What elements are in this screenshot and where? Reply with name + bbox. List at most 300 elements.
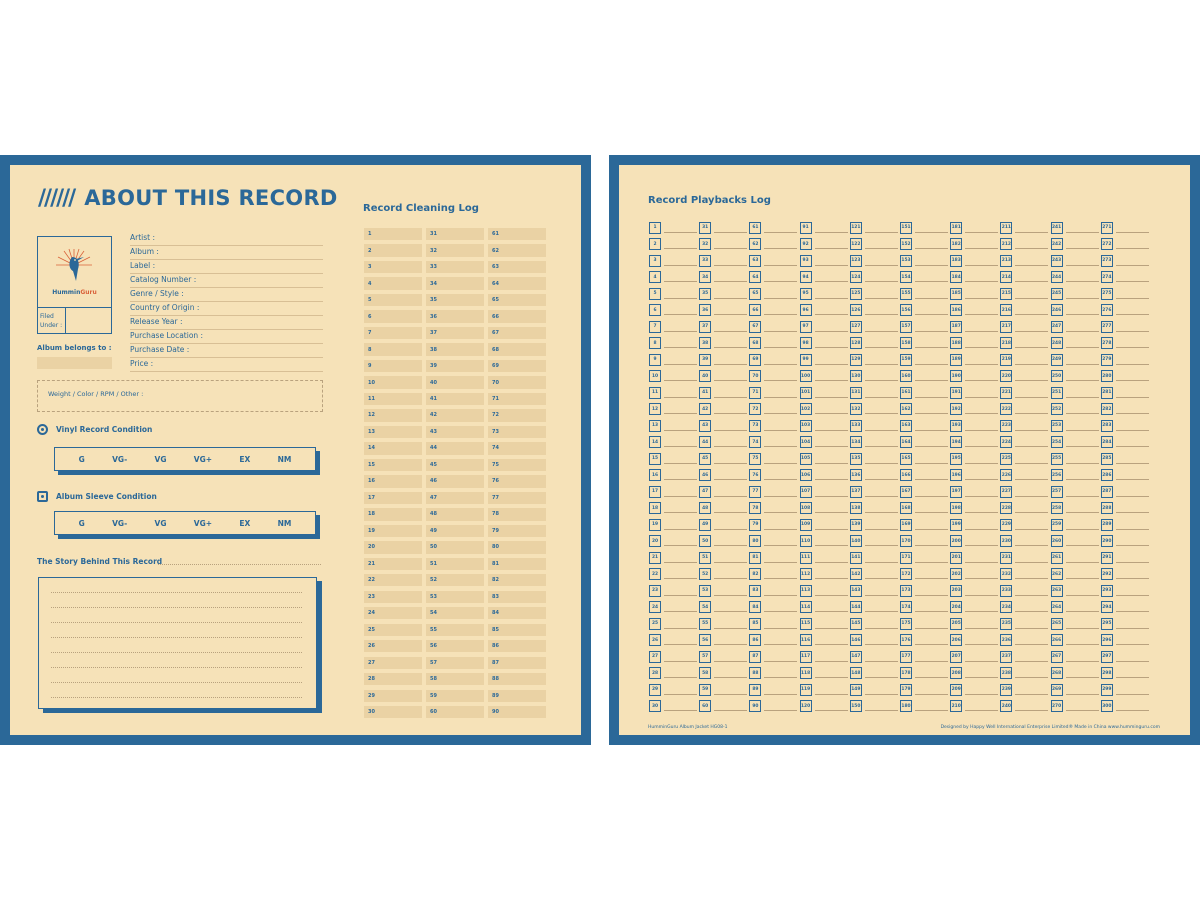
playback-log-entry[interactable]: 82	[749, 568, 797, 581]
cleaning-log-entry[interactable]: 77	[488, 492, 546, 504]
playback-log-entry[interactable]: 205	[950, 617, 998, 630]
cleaning-log-entry[interactable]: 36	[426, 310, 484, 322]
playback-log-entry[interactable]: 300	[1101, 700, 1149, 713]
cleaning-log-entry[interactable]: 39	[426, 360, 484, 372]
playback-log-entry[interactable]: 162	[900, 403, 948, 416]
cleaning-log-entry[interactable]: 2	[364, 244, 422, 256]
playback-log-entry[interactable]: 208	[950, 667, 998, 680]
playback-log-entry[interactable]: 61	[749, 221, 797, 234]
playback-log-entry[interactable]: 225	[1000, 452, 1048, 465]
record-field[interactable]: Album :	[130, 246, 323, 260]
cleaning-log-entry[interactable]: 17	[364, 492, 422, 504]
playback-log-entry[interactable]: 270	[1051, 700, 1099, 713]
playback-log-entry[interactable]: 238	[1000, 667, 1048, 680]
playback-log-entry[interactable]: 80	[749, 535, 797, 548]
playback-log-entry[interactable]: 11	[649, 386, 697, 399]
playback-log-entry[interactable]: 98	[800, 337, 848, 350]
playback-log-entry[interactable]: 69	[749, 353, 797, 366]
cleaning-log-entry[interactable]: 62	[488, 244, 546, 256]
playback-log-entry[interactable]: 223	[1000, 419, 1048, 432]
playback-log-entry[interactable]: 169	[900, 518, 948, 531]
playback-log-entry[interactable]: 152	[900, 238, 948, 251]
playback-log-entry[interactable]: 289	[1101, 518, 1149, 531]
playback-log-entry[interactable]: 298	[1101, 667, 1149, 680]
playback-log-entry[interactable]: 282	[1101, 403, 1149, 416]
playback-log-entry[interactable]: 172	[900, 568, 948, 581]
playback-log-entry[interactable]: 247	[1051, 320, 1099, 333]
playback-log-entry[interactable]: 129	[850, 353, 898, 366]
playback-log-entry[interactable]: 146	[850, 634, 898, 647]
grade-option[interactable]: EX	[239, 454, 251, 464]
playback-log-entry[interactable]: 195	[950, 452, 998, 465]
cleaning-log-entry[interactable]: 72	[488, 409, 546, 421]
playback-log-entry[interactable]: 65	[749, 287, 797, 300]
playback-log-entry[interactable]: 16	[649, 469, 697, 482]
playback-log-entry[interactable]: 24	[649, 601, 697, 614]
playback-log-entry[interactable]: 37	[699, 320, 747, 333]
cleaning-log-entry[interactable]: 37	[426, 327, 484, 339]
cleaning-log-entry[interactable]: 88	[488, 673, 546, 685]
playback-log-entry[interactable]: 75	[749, 452, 797, 465]
playback-log-entry[interactable]: 133	[850, 419, 898, 432]
playback-log-entry[interactable]: 179	[900, 683, 948, 696]
record-field[interactable]: Label :	[130, 260, 323, 274]
playback-log-entry[interactable]: 228	[1000, 502, 1048, 515]
playback-log-entry[interactable]: 174	[900, 601, 948, 614]
playback-log-entry[interactable]: 154	[900, 271, 948, 284]
playback-log-entry[interactable]: 143	[850, 584, 898, 597]
playback-log-entry[interactable]: 53	[699, 584, 747, 597]
playback-log-entry[interactable]: 76	[749, 469, 797, 482]
playback-log-entry[interactable]: 116	[800, 634, 848, 647]
playback-log-entry[interactable]: 70	[749, 370, 797, 383]
cleaning-log-entry[interactable]: 75	[488, 459, 546, 471]
playback-log-entry[interactable]: 96	[800, 304, 848, 317]
playback-log-entry[interactable]: 97	[800, 320, 848, 333]
playback-log-entry[interactable]: 126	[850, 304, 898, 317]
cleaning-log-entry[interactable]: 80	[488, 541, 546, 553]
playback-log-entry[interactable]: 256	[1051, 469, 1099, 482]
playback-log-entry[interactable]: 92	[800, 238, 848, 251]
cleaning-log-entry[interactable]: 67	[488, 327, 546, 339]
playback-log-entry[interactable]: 91	[800, 221, 848, 234]
playback-log-entry[interactable]: 290	[1101, 535, 1149, 548]
playback-log-entry[interactable]: 106	[800, 469, 848, 482]
playback-log-entry[interactable]: 226	[1000, 469, 1048, 482]
cleaning-log-entry[interactable]: 87	[488, 657, 546, 669]
playback-log-entry[interactable]: 183	[950, 254, 998, 267]
playback-log-entry[interactable]: 221	[1000, 386, 1048, 399]
playback-log-entry[interactable]: 182	[950, 238, 998, 251]
playback-log-entry[interactable]: 18	[649, 502, 697, 515]
playback-log-entry[interactable]: 20	[649, 535, 697, 548]
playback-log-entry[interactable]: 138	[850, 502, 898, 515]
cleaning-log-entry[interactable]: 60	[426, 706, 484, 718]
cleaning-log-entry[interactable]: 16	[364, 475, 422, 487]
playback-log-entry[interactable]: 233	[1000, 584, 1048, 597]
playback-log-entry[interactable]: 235	[1000, 617, 1048, 630]
cleaning-log-entry[interactable]: 30	[364, 706, 422, 718]
playback-log-entry[interactable]: 103	[800, 419, 848, 432]
playback-log-entry[interactable]: 187	[950, 320, 998, 333]
playback-log-entry[interactable]: 173	[900, 584, 948, 597]
playback-log-entry[interactable]: 52	[699, 568, 747, 581]
playback-log-entry[interactable]: 299	[1101, 683, 1149, 696]
playback-log-entry[interactable]: 30	[649, 700, 697, 713]
playback-log-entry[interactable]: 55	[699, 617, 747, 630]
playback-log-entry[interactable]: 285	[1101, 452, 1149, 465]
playback-log-entry[interactable]: 1	[649, 221, 697, 234]
record-field[interactable]: Release Year :	[130, 316, 323, 330]
playback-log-entry[interactable]: 161	[900, 386, 948, 399]
cleaning-log-entry[interactable]: 14	[364, 442, 422, 454]
playback-log-entry[interactable]: 39	[699, 353, 747, 366]
playback-log-entry[interactable]: 47	[699, 485, 747, 498]
grade-option[interactable]: VG-	[112, 454, 128, 464]
cleaning-log-entry[interactable]: 51	[426, 558, 484, 570]
playback-log-entry[interactable]: 241	[1051, 221, 1099, 234]
playback-log-entry[interactable]: 165	[900, 452, 948, 465]
record-field[interactable]: Country of Origin :	[130, 302, 323, 316]
playback-log-entry[interactable]: 239	[1000, 683, 1048, 696]
playback-log-entry[interactable]: 46	[699, 469, 747, 482]
playback-log-entry[interactable]: 120	[800, 700, 848, 713]
playback-log-entry[interactable]: 118	[800, 667, 848, 680]
cleaning-log-entry[interactable]: 55	[426, 624, 484, 636]
cleaning-log-entry[interactable]: 5	[364, 294, 422, 306]
playback-log-entry[interactable]: 246	[1051, 304, 1099, 317]
playback-log-entry[interactable]: 251	[1051, 386, 1099, 399]
playback-log-entry[interactable]: 234	[1000, 601, 1048, 614]
playback-log-entry[interactable]: 137	[850, 485, 898, 498]
playback-log-entry[interactable]: 280	[1101, 370, 1149, 383]
cleaning-log-entry[interactable]: 56	[426, 640, 484, 652]
playback-log-entry[interactable]: 28	[649, 667, 697, 680]
record-field[interactable]: Purchase Location :	[130, 330, 323, 344]
playback-log-entry[interactable]: 178	[900, 667, 948, 680]
playback-log-entry[interactable]: 131	[850, 386, 898, 399]
playback-log-entry[interactable]: 81	[749, 551, 797, 564]
playback-log-entry[interactable]: 94	[800, 271, 848, 284]
playback-log-entry[interactable]: 164	[900, 436, 948, 449]
playback-log-entry[interactable]: 63	[749, 254, 797, 267]
playback-log-entry[interactable]: 139	[850, 518, 898, 531]
cleaning-log-entry[interactable]: 29	[364, 690, 422, 702]
playback-log-entry[interactable]: 110	[800, 535, 848, 548]
playback-log-entry[interactable]: 217	[1000, 320, 1048, 333]
grade-option[interactable]: G	[78, 518, 85, 528]
cleaning-log-entry[interactable]: 18	[364, 508, 422, 520]
playback-log-entry[interactable]: 292	[1101, 568, 1149, 581]
playback-log-entry[interactable]: 148	[850, 667, 898, 680]
playback-log-entry[interactable]: 85	[749, 617, 797, 630]
cleaning-log-entry[interactable]: 20	[364, 541, 422, 553]
playback-log-entry[interactable]: 40	[699, 370, 747, 383]
playback-log-entry[interactable]: 277	[1101, 320, 1149, 333]
playback-log-entry[interactable]: 100	[800, 370, 848, 383]
cleaning-log-entry[interactable]: 42	[426, 409, 484, 421]
playback-log-entry[interactable]: 185	[950, 287, 998, 300]
playback-log-entry[interactable]: 36	[699, 304, 747, 317]
cleaning-log-entry[interactable]: 12	[364, 409, 422, 421]
playback-log-entry[interactable]: 136	[850, 469, 898, 482]
playback-log-entry[interactable]: 194	[950, 436, 998, 449]
grade-option[interactable]: VG-	[112, 518, 128, 528]
playback-log-entry[interactable]: 180	[900, 700, 948, 713]
cleaning-log-entry[interactable]: 66	[488, 310, 546, 322]
playback-log-entry[interactable]: 54	[699, 601, 747, 614]
cleaning-log-entry[interactable]: 53	[426, 591, 484, 603]
cleaning-log-entry[interactable]: 71	[488, 393, 546, 405]
cleaning-log-entry[interactable]: 73	[488, 426, 546, 438]
record-field[interactable]: Price :	[130, 358, 323, 372]
playback-log-entry[interactable]: 124	[850, 271, 898, 284]
record-field[interactable]: Artist :	[130, 232, 323, 246]
playback-log-entry[interactable]: 210	[950, 700, 998, 713]
playback-log-entry[interactable]: 14	[649, 436, 697, 449]
playback-log-entry[interactable]: 149	[850, 683, 898, 696]
playback-log-entry[interactable]: 79	[749, 518, 797, 531]
playback-log-entry[interactable]: 125	[850, 287, 898, 300]
cleaning-log-entry[interactable]: 52	[426, 574, 484, 586]
playback-log-entry[interactable]: 66	[749, 304, 797, 317]
cleaning-log-entry[interactable]: 6	[364, 310, 422, 322]
cleaning-log-entry[interactable]: 34	[426, 277, 484, 289]
cleaning-log-entry[interactable]: 58	[426, 673, 484, 685]
playback-log-entry[interactable]: 155	[900, 287, 948, 300]
playback-log-entry[interactable]: 109	[800, 518, 848, 531]
playback-log-entry[interactable]: 5	[649, 287, 697, 300]
playback-log-entry[interactable]: 193	[950, 419, 998, 432]
playback-log-entry[interactable]: 278	[1101, 337, 1149, 350]
playback-log-entry[interactable]: 17	[649, 485, 697, 498]
playback-log-entry[interactable]: 144	[850, 601, 898, 614]
playback-log-entry[interactable]: 112	[800, 568, 848, 581]
playback-log-entry[interactable]: 25	[649, 617, 697, 630]
playback-log-entry[interactable]: 44	[699, 436, 747, 449]
playback-log-entry[interactable]: 166	[900, 469, 948, 482]
playback-log-entry[interactable]: 135	[850, 452, 898, 465]
playback-log-entry[interactable]: 78	[749, 502, 797, 515]
cleaning-log-entry[interactable]: 24	[364, 607, 422, 619]
playback-log-entry[interactable]: 128	[850, 337, 898, 350]
playback-log-entry[interactable]: 272	[1101, 238, 1149, 251]
playback-log-entry[interactable]: 261	[1051, 551, 1099, 564]
playback-log-entry[interactable]: 262	[1051, 568, 1099, 581]
playback-log-entry[interactable]: 216	[1000, 304, 1048, 317]
playback-log-entry[interactable]: 142	[850, 568, 898, 581]
playback-log-entry[interactable]: 67	[749, 320, 797, 333]
playback-log-entry[interactable]: 204	[950, 601, 998, 614]
playback-log-entry[interactable]: 269	[1051, 683, 1099, 696]
cleaning-log-entry[interactable]: 69	[488, 360, 546, 372]
playback-log-entry[interactable]: 34	[699, 271, 747, 284]
playback-log-entry[interactable]: 83	[749, 584, 797, 597]
cleaning-log-entry[interactable]: 47	[426, 492, 484, 504]
cleaning-log-entry[interactable]: 61	[488, 228, 546, 240]
cleaning-log-entry[interactable]: 38	[426, 343, 484, 355]
cleaning-log-entry[interactable]: 84	[488, 607, 546, 619]
cleaning-log-entry[interactable]: 4	[364, 277, 422, 289]
grade-option[interactable]: VG	[154, 454, 167, 464]
record-field[interactable]: Catalog Number :	[130, 274, 323, 288]
playback-log-entry[interactable]: 26	[649, 634, 697, 647]
cleaning-log-entry[interactable]: 21	[364, 558, 422, 570]
playback-log-entry[interactable]: 86	[749, 634, 797, 647]
playback-log-entry[interactable]: 191	[950, 386, 998, 399]
cleaning-log-entry[interactable]: 3	[364, 261, 422, 273]
playback-log-entry[interactable]: 6	[649, 304, 697, 317]
playback-log-entry[interactable]: 151	[900, 221, 948, 234]
cleaning-log-entry[interactable]: 46	[426, 475, 484, 487]
playback-log-entry[interactable]: 198	[950, 502, 998, 515]
playback-log-entry[interactable]: 49	[699, 518, 747, 531]
playback-log-entry[interactable]: 236	[1000, 634, 1048, 647]
playback-log-entry[interactable]: 254	[1051, 436, 1099, 449]
playback-log-entry[interactable]: 119	[800, 683, 848, 696]
playback-log-entry[interactable]: 252	[1051, 403, 1099, 416]
playback-log-entry[interactable]: 156	[900, 304, 948, 317]
playback-log-entry[interactable]: 297	[1101, 650, 1149, 663]
playback-log-entry[interactable]: 121	[850, 221, 898, 234]
playback-log-entry[interactable]: 196	[950, 469, 998, 482]
playback-log-entry[interactable]: 211	[1000, 221, 1048, 234]
playback-log-entry[interactable]: 15	[649, 452, 697, 465]
playback-log-entry[interactable]: 199	[950, 518, 998, 531]
playback-log-entry[interactable]: 123	[850, 254, 898, 267]
playback-log-entry[interactable]: 4	[649, 271, 697, 284]
playback-log-entry[interactable]: 35	[699, 287, 747, 300]
grade-option[interactable]: VG+	[193, 518, 213, 528]
record-field[interactable]: Purchase Date :	[130, 344, 323, 358]
playback-log-entry[interactable]: 248	[1051, 337, 1099, 350]
record-field[interactable]: Genre / Style :	[130, 288, 323, 302]
playback-log-entry[interactable]: 8	[649, 337, 697, 350]
playback-log-entry[interactable]: 150	[850, 700, 898, 713]
playback-log-entry[interactable]: 201	[950, 551, 998, 564]
playback-log-entry[interactable]: 249	[1051, 353, 1099, 366]
playback-log-entry[interactable]: 68	[749, 337, 797, 350]
cleaning-log-entry[interactable]: 83	[488, 591, 546, 603]
playback-log-entry[interactable]: 9	[649, 353, 697, 366]
playback-log-entry[interactable]: 3	[649, 254, 697, 267]
cleaning-log-entry[interactable]: 32	[426, 244, 484, 256]
playback-log-entry[interactable]: 60	[699, 700, 747, 713]
playback-log-entry[interactable]: 45	[699, 452, 747, 465]
playback-log-entry[interactable]: 293	[1101, 584, 1149, 597]
playback-log-entry[interactable]: 224	[1000, 436, 1048, 449]
cleaning-log-entry[interactable]: 57	[426, 657, 484, 669]
playback-log-entry[interactable]: 127	[850, 320, 898, 333]
playback-log-entry[interactable]: 218	[1000, 337, 1048, 350]
cleaning-log-entry[interactable]: 22	[364, 574, 422, 586]
playback-log-entry[interactable]: 243	[1051, 254, 1099, 267]
playback-log-entry[interactable]: 202	[950, 568, 998, 581]
playback-log-entry[interactable]: 27	[649, 650, 697, 663]
cleaning-log-entry[interactable]: 68	[488, 343, 546, 355]
playback-log-entry[interactable]: 145	[850, 617, 898, 630]
playback-log-entry[interactable]: 192	[950, 403, 998, 416]
cleaning-log-entry[interactable]: 28	[364, 673, 422, 685]
playback-log-entry[interactable]: 87	[749, 650, 797, 663]
weight-color-rpm-box[interactable]	[37, 380, 323, 412]
playback-log-entry[interactable]: 168	[900, 502, 948, 515]
cleaning-log-entry[interactable]: 64	[488, 277, 546, 289]
cleaning-log-entry[interactable]: 85	[488, 624, 546, 636]
playback-log-entry[interactable]: 283	[1101, 419, 1149, 432]
playback-log-entry[interactable]: 288	[1101, 502, 1149, 515]
playback-log-entry[interactable]: 244	[1051, 271, 1099, 284]
playback-log-entry[interactable]: 258	[1051, 502, 1099, 515]
playback-log-entry[interactable]: 19	[649, 518, 697, 531]
cleaning-log-entry[interactable]: 82	[488, 574, 546, 586]
cleaning-log-entry[interactable]: 33	[426, 261, 484, 273]
playback-log-entry[interactable]: 59	[699, 683, 747, 696]
playback-log-entry[interactable]: 23	[649, 584, 697, 597]
cleaning-log-entry[interactable]: 90	[488, 706, 546, 718]
cleaning-log-entry[interactable]: 81	[488, 558, 546, 570]
playback-log-entry[interactable]: 214	[1000, 271, 1048, 284]
grade-option[interactable]: G	[78, 454, 85, 464]
playback-log-entry[interactable]: 159	[900, 353, 948, 366]
playback-log-entry[interactable]: 62	[749, 238, 797, 251]
playback-log-entry[interactable]: 286	[1101, 469, 1149, 482]
playback-log-entry[interactable]: 213	[1000, 254, 1048, 267]
playback-log-entry[interactable]: 255	[1051, 452, 1099, 465]
playback-log-entry[interactable]: 279	[1101, 353, 1149, 366]
cleaning-log-entry[interactable]: 63	[488, 261, 546, 273]
playback-log-entry[interactable]: 230	[1000, 535, 1048, 548]
playback-log-entry[interactable]: 170	[900, 535, 948, 548]
playback-log-entry[interactable]: 268	[1051, 667, 1099, 680]
playback-log-entry[interactable]: 58	[699, 667, 747, 680]
playback-log-entry[interactable]: 274	[1101, 271, 1149, 284]
playback-log-entry[interactable]: 200	[950, 535, 998, 548]
playback-log-entry[interactable]: 291	[1101, 551, 1149, 564]
cleaning-log-entry[interactable]: 45	[426, 459, 484, 471]
playback-log-entry[interactable]: 51	[699, 551, 747, 564]
playback-log-entry[interactable]: 203	[950, 584, 998, 597]
playback-log-entry[interactable]: 259	[1051, 518, 1099, 531]
playback-log-entry[interactable]: 7	[649, 320, 697, 333]
playback-log-entry[interactable]: 102	[800, 403, 848, 416]
playback-log-entry[interactable]: 12	[649, 403, 697, 416]
cleaning-log-entry[interactable]: 44	[426, 442, 484, 454]
playback-log-entry[interactable]: 184	[950, 271, 998, 284]
playback-log-entry[interactable]: 88	[749, 667, 797, 680]
playback-log-entry[interactable]: 296	[1101, 634, 1149, 647]
playback-log-entry[interactable]: 64	[749, 271, 797, 284]
playback-log-entry[interactable]: 295	[1101, 617, 1149, 630]
playback-log-entry[interactable]: 153	[900, 254, 948, 267]
cleaning-log-entry[interactable]: 86	[488, 640, 546, 652]
playback-log-entry[interactable]: 250	[1051, 370, 1099, 383]
playback-log-entry[interactable]: 99	[800, 353, 848, 366]
playback-log-entry[interactable]: 264	[1051, 601, 1099, 614]
playback-log-entry[interactable]: 140	[850, 535, 898, 548]
playback-log-entry[interactable]: 132	[850, 403, 898, 416]
playback-log-entry[interactable]: 245	[1051, 287, 1099, 300]
playback-log-entry[interactable]: 33	[699, 254, 747, 267]
playback-log-entry[interactable]: 281	[1101, 386, 1149, 399]
playback-log-entry[interactable]: 22	[649, 568, 697, 581]
playback-log-entry[interactable]: 275	[1101, 287, 1149, 300]
playback-log-entry[interactable]: 219	[1000, 353, 1048, 366]
playback-log-entry[interactable]: 122	[850, 238, 898, 251]
playback-log-entry[interactable]: 104	[800, 436, 848, 449]
playback-log-entry[interactable]: 266	[1051, 634, 1099, 647]
playback-log-entry[interactable]: 206	[950, 634, 998, 647]
